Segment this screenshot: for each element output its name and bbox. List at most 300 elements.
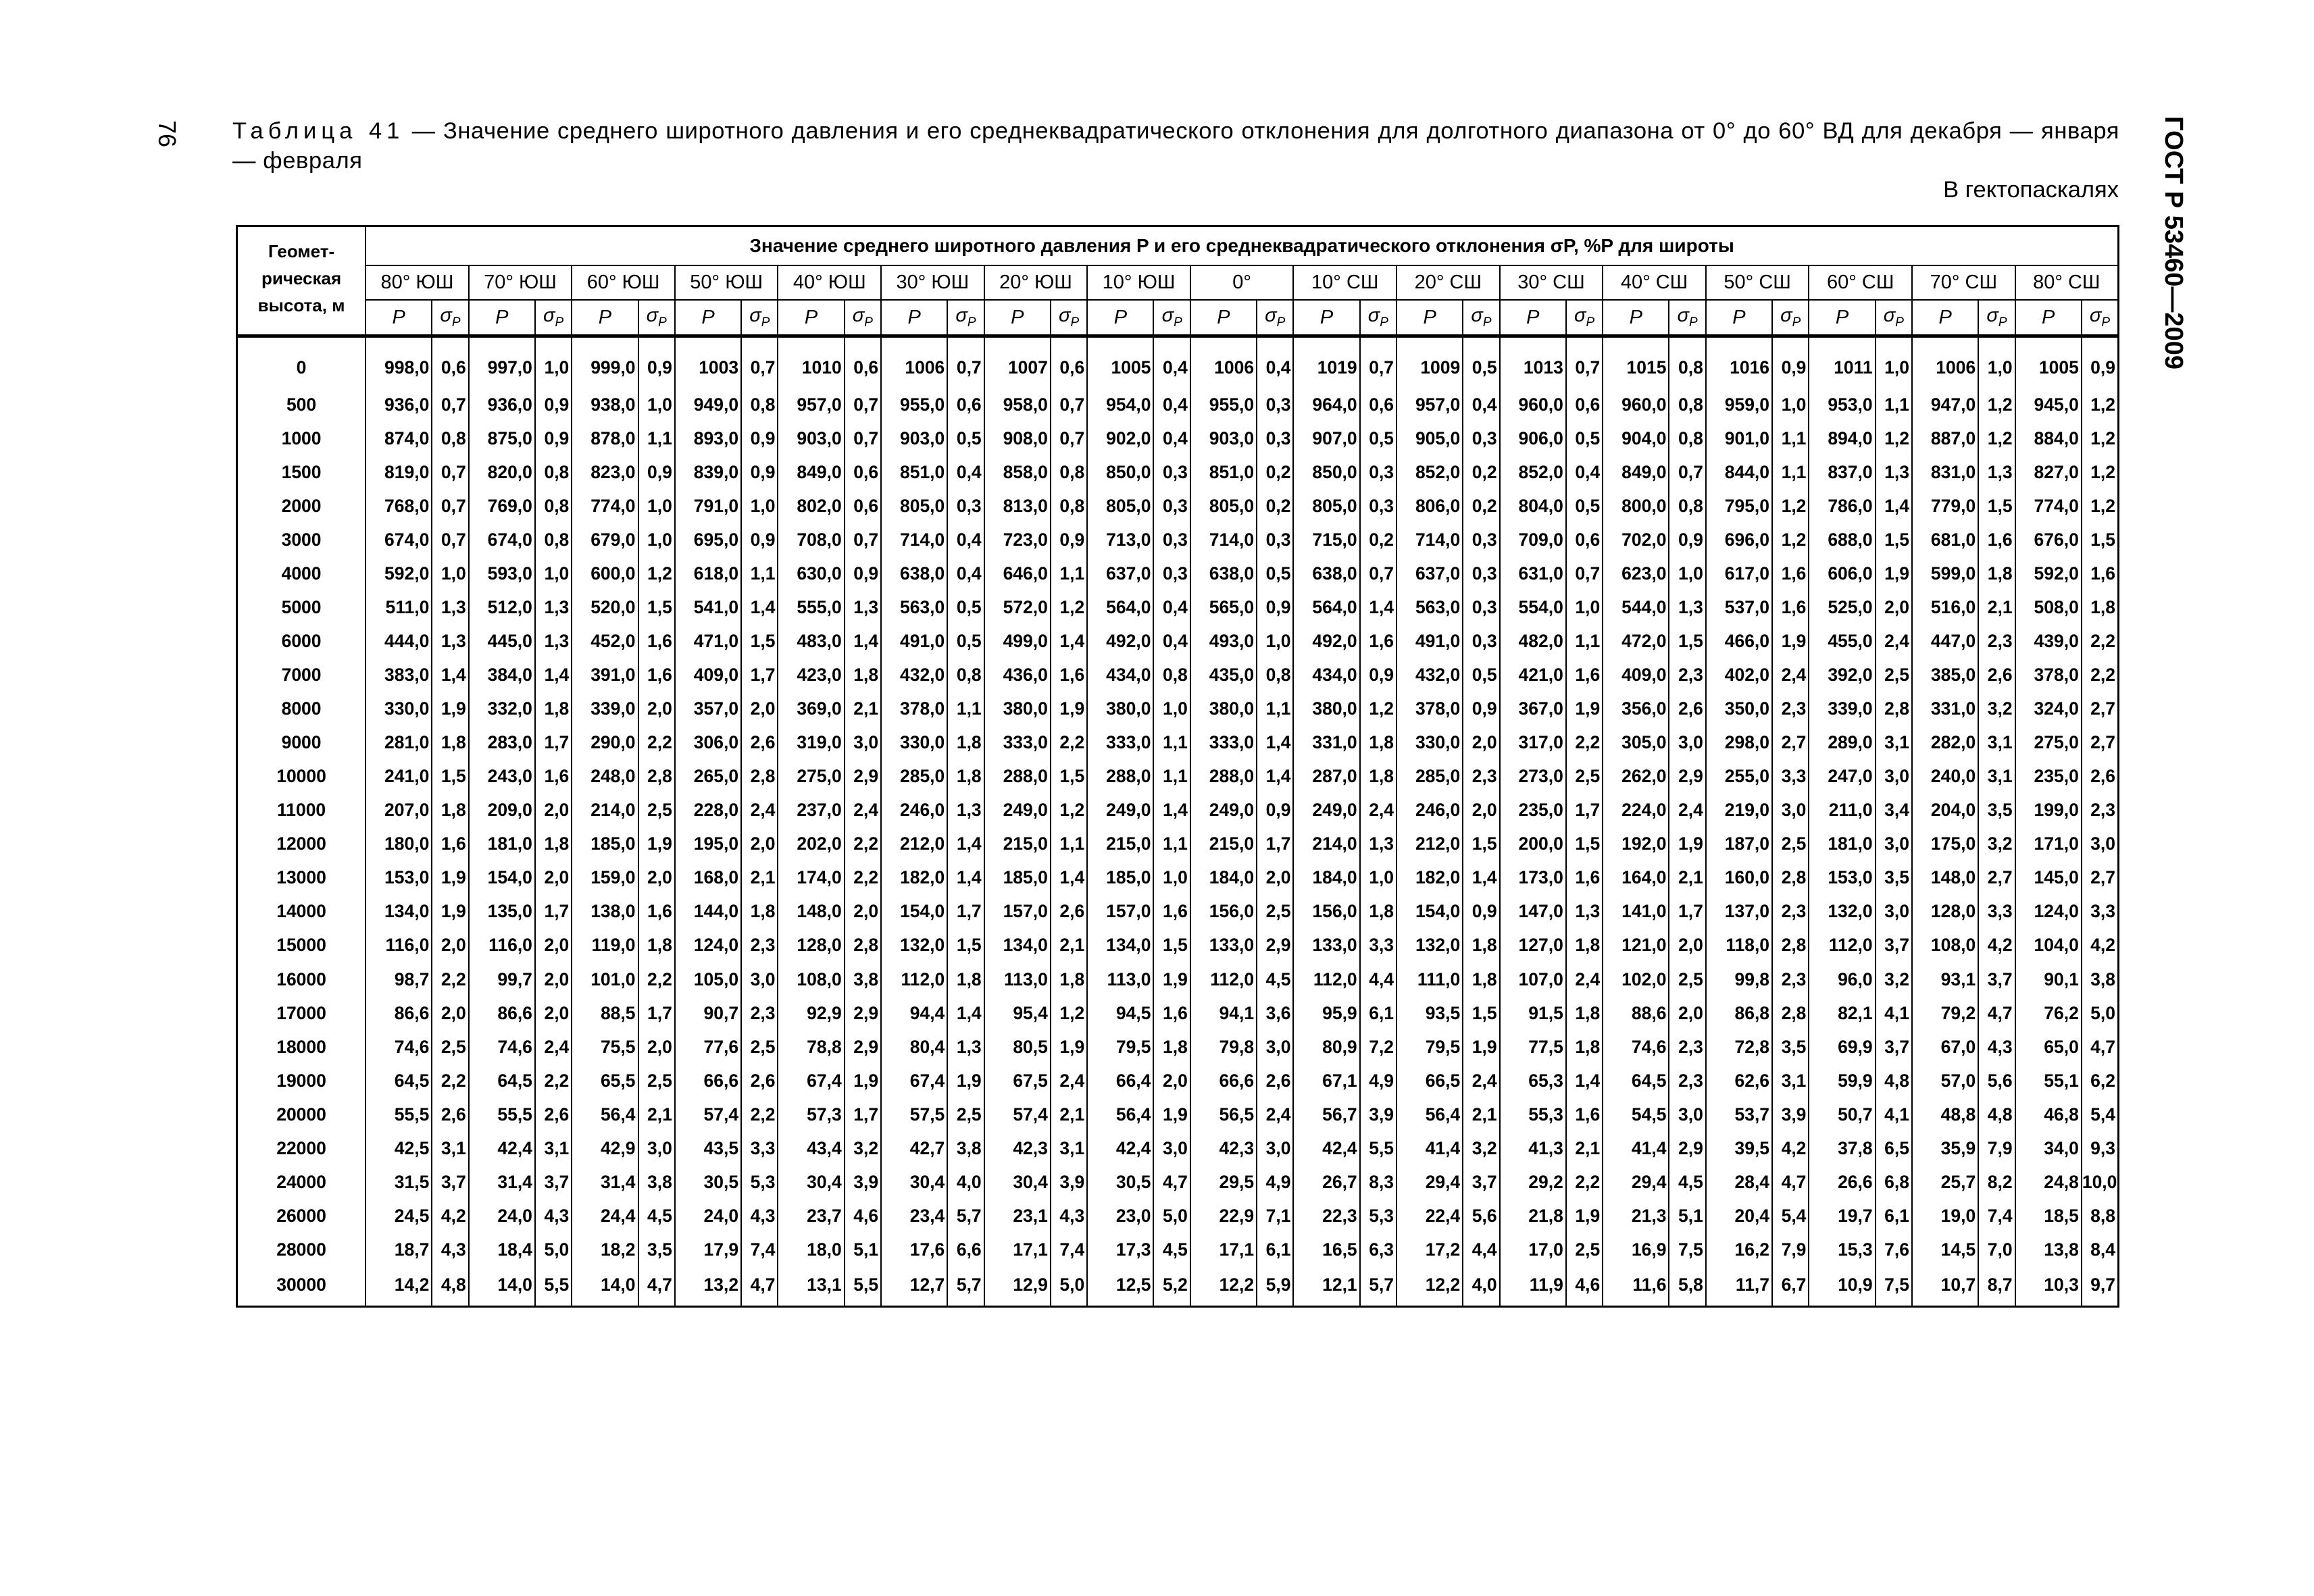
pressure-cell: 62,6 — [1706, 1064, 1772, 1098]
pressure-cell: 674,0 — [366, 523, 432, 557]
pressure-cell: 88,6 — [1603, 996, 1669, 1030]
sigma-cell: 2,2 — [638, 962, 675, 996]
pressure-cell: 850,0 — [1087, 455, 1153, 489]
sigma-cell: 4,8 — [432, 1266, 468, 1306]
pressure-cell: 112,0 — [1293, 962, 1359, 996]
pressure-cell: 906,0 — [1500, 421, 1566, 455]
sigma-cell: 2,7 — [1978, 861, 2015, 895]
sigma-cell: 2,0 — [1463, 794, 1499, 827]
pressure-header: P — [2015, 300, 2082, 336]
sigma-cell: 1,1 — [1153, 760, 1190, 794]
sigma-cell: 1,8 — [741, 895, 778, 929]
pressure-cell: 93,1 — [1912, 962, 1978, 996]
sigma-cell: 0,9 — [1772, 336, 1809, 388]
sigma-cell: 1,1 — [947, 692, 984, 726]
pressure-cell: 936,0 — [469, 388, 535, 421]
sigma-cell: 0,2 — [1257, 455, 1293, 489]
table-row — [237, 336, 2119, 388]
sigma-subscript: P — [1895, 315, 1904, 330]
sigma-header — [845, 300, 881, 336]
sigma-cell: 2,2 — [1051, 726, 1087, 760]
sigma-cell: 1,3 — [845, 590, 881, 624]
pressure-cell: 893,0 — [675, 421, 741, 455]
pressure-cell: 630,0 — [778, 557, 844, 590]
sigma-cell: 2,8 — [1772, 996, 1809, 1030]
pressure-cell: 907,0 — [1293, 421, 1359, 455]
pressure-cell: 339,0 — [1809, 692, 1875, 726]
sigma-subscript: P — [1174, 315, 1182, 330]
pressure-header: P — [1809, 300, 1875, 336]
pressure-cell: 572,0 — [984, 590, 1051, 624]
sigma-subscript: P — [451, 315, 461, 330]
latitude-group-header: Значение среднего широтного давления P и его среднеквадратического отклонения σP, %P для широты — [366, 226, 2118, 266]
sigma-cell: 3,3 — [1772, 760, 1809, 794]
sigma-cell: 0,6 — [1051, 336, 1087, 388]
sigma-cell: 6,8 — [1876, 1165, 1912, 1199]
pressure-cell: 21,8 — [1500, 1199, 1566, 1233]
pressure-cell: 955,0 — [1190, 388, 1257, 421]
pressure-cell: 135,0 — [469, 895, 535, 929]
latitude-header: 20° ЮШ — [984, 265, 1088, 300]
pressure-cell: 10,3 — [2015, 1266, 2082, 1306]
pressure-cell: 317,0 — [1500, 726, 1566, 760]
sigma-cell: 1,8 — [535, 827, 572, 861]
pressure-cell: 249,0 — [1190, 794, 1257, 827]
pressure-cell: 34,0 — [2015, 1131, 2082, 1165]
pressure-cell: 108,0 — [778, 962, 844, 996]
pressure-cell: 511,0 — [366, 590, 432, 624]
height-cell: 11000 — [237, 794, 366, 827]
sigma-cell: 2,6 — [1669, 692, 1705, 726]
pressure-cell: 173,0 — [1500, 861, 1566, 895]
pressure-cell: 887,0 — [1912, 421, 1978, 455]
pressure-cell: 202,0 — [778, 827, 844, 861]
sigma-cell: 2,4 — [1463, 1064, 1499, 1098]
pressure-cell: 333,0 — [1190, 726, 1257, 760]
pressure-cell: 108,0 — [1912, 929, 1978, 962]
pressure-cell: 16,2 — [1706, 1233, 1772, 1266]
pressure-cell: 332,0 — [469, 692, 535, 726]
sigma-cell: 3,5 — [638, 1233, 675, 1266]
pressure-cell: 285,0 — [881, 760, 947, 794]
pressure-cell: 56,4 — [1087, 1098, 1153, 1131]
sigma-cell: 2,3 — [1772, 895, 1809, 929]
sigma-cell: 1,0 — [1772, 388, 1809, 421]
pressure-cell: 599,0 — [1912, 557, 1978, 590]
pressure-cell: 67,1 — [1293, 1064, 1359, 1098]
pressure-cell: 1005 — [2015, 336, 2082, 388]
pressure-cell: 330,0 — [881, 726, 947, 760]
sigma-cell: 1,0 — [535, 557, 572, 590]
sigma-header — [1153, 300, 1190, 336]
pressure-cell: 367,0 — [1500, 692, 1566, 726]
latitude-header: 70° СШ — [1912, 265, 2015, 300]
pressure-cell: 10,7 — [1912, 1266, 1978, 1306]
pressure-cell: 113,0 — [1087, 962, 1153, 996]
pressure-cell: 851,0 — [1190, 455, 1257, 489]
sigma-cell: 6,1 — [1257, 1233, 1293, 1266]
sigma-cell: 5,3 — [741, 1165, 778, 1199]
sigma-cell: 3,0 — [1669, 1098, 1705, 1131]
pressure-cell: 679,0 — [572, 523, 638, 557]
height-cell: 19000 — [237, 1064, 366, 1098]
sigma-cell: 5,9 — [1257, 1266, 1293, 1306]
sigma-cell: 2,0 — [535, 996, 572, 1030]
pressure-cell: 894,0 — [1809, 421, 1875, 455]
pressure-cell: 273,0 — [1500, 760, 1566, 794]
sigma-cell: 1,4 — [947, 861, 984, 895]
pressure-cell: 432,0 — [1397, 659, 1463, 692]
pressure-cell: 14,0 — [469, 1266, 535, 1306]
pressure-cell: 874,0 — [366, 421, 432, 455]
sigma-cell: 3,1 — [432, 1131, 468, 1165]
pressure-cell: 491,0 — [1397, 625, 1463, 659]
pressure-cell: 281,0 — [366, 726, 432, 760]
sigma-cell: 2,5 — [1669, 962, 1705, 996]
sigma-cell: 1,9 — [1876, 557, 1912, 590]
pressure-cell: 516,0 — [1912, 590, 1978, 624]
pressure-cell: 695,0 — [675, 523, 741, 557]
sigma-cell: 3,4 — [1876, 794, 1912, 827]
pressure-cell: 24,5 — [366, 1199, 432, 1233]
pressure-cell: 80,5 — [984, 1030, 1051, 1064]
sigma-symbol: σ — [749, 305, 761, 327]
pressure-cell: 46,8 — [2015, 1098, 2082, 1131]
sigma-cell: 3,0 — [2082, 827, 2119, 861]
sigma-cell: 7,6 — [1876, 1233, 1912, 1266]
pressure-cell: 714,0 — [1190, 523, 1257, 557]
pressure-cell: 246,0 — [1397, 794, 1463, 827]
sigma-cell: 1,2 — [1051, 590, 1087, 624]
sigma-cell: 5,8 — [1669, 1266, 1705, 1306]
sigma-cell: 1,8 — [1566, 1030, 1603, 1064]
sigma-cell: 3,0 — [741, 962, 778, 996]
pressure-cell: 283,0 — [469, 726, 535, 760]
sigma-cell: 1,0 — [1257, 625, 1293, 659]
sigma-cell: 3,3 — [741, 1131, 778, 1165]
pressure-cell: 88,5 — [572, 996, 638, 1030]
pressure-cell: 957,0 — [778, 388, 844, 421]
sigma-cell: 0,3 — [1360, 489, 1397, 523]
sigma-cell: 4,6 — [1566, 1266, 1603, 1306]
sigma-cell: 1,8 — [1978, 557, 2015, 590]
pressure-cell: 17,9 — [675, 1233, 741, 1266]
pressure-cell: 18,2 — [572, 1233, 638, 1266]
sigma-subscript: P — [761, 315, 770, 330]
pressure-cell: 26,6 — [1809, 1165, 1875, 1199]
table-row — [237, 590, 2119, 624]
pressure-cell: 86,8 — [1706, 996, 1772, 1030]
sigma-cell: 2,3 — [1669, 1064, 1705, 1098]
pressure-cell: 119,0 — [572, 929, 638, 962]
sigma-cell: 7,4 — [741, 1233, 778, 1266]
sigma-cell: 5,5 — [1360, 1131, 1397, 1165]
sigma-cell: 1,8 — [432, 726, 468, 760]
sigma-cell: 1,2 — [1772, 523, 1809, 557]
pressure-cell: 185,0 — [1087, 861, 1153, 895]
sigma-cell: 5,1 — [1669, 1199, 1705, 1233]
pressure-cell: 41,4 — [1603, 1131, 1669, 1165]
sigma-cell: 3,8 — [2082, 962, 2119, 996]
pressure-cell: 12,9 — [984, 1266, 1051, 1306]
sigma-cell: 1,1 — [1051, 557, 1087, 590]
sigma-cell: 3,1 — [1051, 1131, 1087, 1165]
sigma-cell: 2,4 — [1876, 625, 1912, 659]
sigma-header — [741, 300, 778, 336]
sigma-cell: 1,3 — [947, 794, 984, 827]
sigma-cell: 1,0 — [432, 557, 468, 590]
sigma-subscript: P — [1380, 315, 1388, 330]
pressure-cell: 42,9 — [572, 1131, 638, 1165]
sigma-subscript: P — [1792, 315, 1801, 330]
sigma-cell: 3,2 — [1978, 827, 2015, 861]
sigma-cell: 2,3 — [1463, 760, 1499, 794]
sigma-cell: 0,4 — [947, 523, 984, 557]
sigma-cell: 4,5 — [638, 1199, 675, 1233]
sigma-cell: 2,2 — [2082, 625, 2119, 659]
sigma-symbol: σ — [646, 305, 659, 327]
sigma-cell: 4,7 — [1772, 1165, 1809, 1199]
sigma-cell: 2,1 — [1566, 1131, 1603, 1165]
sigma-cell: 3,5 — [1772, 1030, 1809, 1064]
pressure-cell: 23,0 — [1087, 1199, 1153, 1233]
pressure-cell: 57,0 — [1912, 1064, 1978, 1098]
table-row — [237, 861, 2119, 895]
sigma-cell: 2,9 — [845, 996, 881, 1030]
pressure-cell: 255,0 — [1706, 760, 1772, 794]
pressure-cell: 955,0 — [881, 388, 947, 421]
height-cell: 12000 — [237, 827, 366, 861]
sigma-cell: 0,9 — [638, 336, 675, 388]
pressure-cell: 118,0 — [1706, 929, 1772, 962]
pressure-cell: 902,0 — [1087, 421, 1153, 455]
sigma-cell: 2,3 — [1669, 1030, 1705, 1064]
sigma-cell: 1,4 — [535, 659, 572, 692]
sigma-cell: 5,7 — [947, 1266, 984, 1306]
height-cell: 30000 — [237, 1266, 366, 1306]
sigma-cell: 1,1 — [741, 557, 778, 590]
height-cell: 18000 — [237, 1030, 366, 1064]
pressure-cell: 184,0 — [1293, 861, 1359, 895]
pressure-cell: 181,0 — [1809, 827, 1875, 861]
sigma-cell: 4,8 — [1978, 1098, 2015, 1131]
height-cell: 17000 — [237, 996, 366, 1030]
pressure-cell: 74,6 — [366, 1030, 432, 1064]
pressure-cell: 192,0 — [1603, 827, 1669, 861]
pressure-cell: 184,0 — [1190, 861, 1257, 895]
sigma-cell: 9,3 — [2082, 1131, 2119, 1165]
pressure-cell: 306,0 — [675, 726, 741, 760]
sigma-cell: 2,0 — [535, 962, 572, 996]
pressure-cell: 79,2 — [1912, 996, 1978, 1030]
sigma-cell: 1,6 — [432, 827, 468, 861]
height-cell: 22000 — [237, 1131, 366, 1165]
sigma-cell: 2,8 — [741, 760, 778, 794]
pressure-cell: 112,0 — [881, 962, 947, 996]
sigma-cell: 2,0 — [1257, 861, 1293, 895]
sigma-cell: 8,7 — [1978, 1266, 2015, 1306]
pressure-cell: 12,1 — [1293, 1266, 1359, 1306]
pressure-cell: 141,0 — [1603, 895, 1669, 929]
table-row — [237, 996, 2119, 1030]
pressure-cell: 240,0 — [1912, 760, 1978, 794]
sigma-cell: 2,0 — [741, 692, 778, 726]
sigma-cell: 2,4 — [1257, 1098, 1293, 1131]
sigma-cell: 2,9 — [845, 760, 881, 794]
pressure-cell: 908,0 — [984, 421, 1051, 455]
sigma-header — [1051, 300, 1087, 336]
pressure-cell: 537,0 — [1706, 590, 1772, 624]
pressure-cell: 29,4 — [1603, 1165, 1669, 1199]
pressure-cell: 676,0 — [2015, 523, 2082, 557]
pressure-cell: 64,5 — [1603, 1064, 1669, 1098]
sigma-cell: 2,3 — [1772, 692, 1809, 726]
pressure-cell: 945,0 — [2015, 388, 2082, 421]
pressure-cell: 29,2 — [1500, 1165, 1566, 1199]
sigma-cell: 2,0 — [1463, 726, 1499, 760]
sigma-cell: 0,7 — [432, 523, 468, 557]
sigma-cell: 8,8 — [2082, 1199, 2119, 1233]
sigma-cell: 1,3 — [1360, 827, 1397, 861]
sigma-cell: 0,7 — [432, 489, 468, 523]
sigma-cell: 6,1 — [1360, 996, 1397, 1030]
pressure-cell: 949,0 — [675, 388, 741, 421]
sigma-cell: 5,2 — [1153, 1266, 1190, 1306]
sigma-cell: 0,5 — [947, 625, 984, 659]
pressure-cell: 134,0 — [366, 895, 432, 929]
sigma-cell: 0,4 — [1153, 388, 1190, 421]
sigma-cell: 1,5 — [1153, 929, 1190, 962]
pressure-cell: 235,0 — [2015, 760, 2082, 794]
latitude-header: 20° СШ — [1397, 265, 1500, 300]
sigma-cell: 4,7 — [1978, 996, 2015, 1030]
pressure-cell: 21,3 — [1603, 1199, 1669, 1233]
pressure-cell: 14,5 — [1912, 1233, 1978, 1266]
pressure-cell: 54,5 — [1603, 1098, 1669, 1131]
sigma-cell: 2,6 — [1257, 1064, 1293, 1098]
sigma-cell: 1,1 — [1257, 692, 1293, 726]
pressure-cell: 75,5 — [572, 1030, 638, 1064]
pressure-cell: 953,0 — [1809, 388, 1875, 421]
latitude-header: 10° СШ — [1293, 265, 1397, 300]
sigma-cell: 0,7 — [432, 388, 468, 421]
sigma-cell: 1,6 — [535, 760, 572, 794]
pressure-cell: 774,0 — [2015, 489, 2082, 523]
sigma-cell: 0,9 — [741, 455, 778, 489]
sigma-cell: 0,8 — [535, 489, 572, 523]
sigma-cell: 0,3 — [1153, 523, 1190, 557]
pressure-cell: 248,0 — [572, 760, 638, 794]
pressure-cell: 67,4 — [881, 1064, 947, 1098]
pressure-header: P — [1397, 300, 1463, 336]
pressure-cell: 215,0 — [984, 827, 1051, 861]
sigma-cell: 0,6 — [845, 489, 881, 523]
sigma-cell: 3,8 — [947, 1131, 984, 1165]
sigma-cell: 0,5 — [947, 421, 984, 455]
sigma-cell: 1,0 — [535, 336, 572, 388]
pressure-cell: 806,0 — [1397, 489, 1463, 523]
sigma-cell: 1,6 — [638, 625, 675, 659]
pressure-cell: 858,0 — [984, 455, 1051, 489]
height-cell: 8000 — [237, 692, 366, 726]
sigma-cell: 0,5 — [1360, 421, 1397, 455]
pressure-cell: 124,0 — [675, 929, 741, 962]
pressure-cell: 105,0 — [675, 962, 741, 996]
sigma-cell: 2,9 — [845, 1030, 881, 1064]
pressure-cell: 86,6 — [469, 996, 535, 1030]
sigma-cell: 0,8 — [1669, 336, 1705, 388]
pressure-cell: 15,3 — [1809, 1233, 1875, 1266]
sigma-cell: 2,2 — [845, 827, 881, 861]
sigma-cell: 2,0 — [1669, 929, 1705, 962]
units-note: В гектопаскалях — [1943, 177, 2119, 203]
sigma-cell: 1,8 — [845, 659, 881, 692]
latitude-header: 40° ЮШ — [778, 265, 881, 300]
pressure-cell: 93,5 — [1397, 996, 1463, 1030]
pressure-cell: 174,0 — [778, 861, 844, 895]
sigma-cell: 1,8 — [947, 760, 984, 794]
pressure-cell: 369,0 — [778, 692, 844, 726]
pressure-cell: 1006 — [881, 336, 947, 388]
sigma-cell: 1,9 — [432, 861, 468, 895]
pressure-cell: 74,6 — [1603, 1030, 1669, 1064]
table-row — [237, 1233, 2119, 1266]
pressure-cell: 134,0 — [984, 929, 1051, 962]
pressure-cell: 107,0 — [1500, 962, 1566, 996]
sigma-cell: 2,2 — [741, 1098, 778, 1131]
pressure-cell: 11,7 — [1706, 1266, 1772, 1306]
pressure-cell: 638,0 — [881, 557, 947, 590]
pressure-cell: 55,5 — [469, 1098, 535, 1131]
sigma-cell: 1,6 — [1978, 523, 2015, 557]
pressure-cell: 1006 — [1190, 336, 1257, 388]
sigma-cell: 1,9 — [1566, 1199, 1603, 1233]
latitude-header: 80° СШ — [2015, 265, 2119, 300]
pressure-cell: 18,5 — [2015, 1199, 2082, 1233]
sigma-header — [1669, 300, 1705, 336]
pressure-cell: 30,4 — [984, 1165, 1051, 1199]
pressure-cell: 421,0 — [1500, 659, 1566, 692]
sigma-cell: 0,8 — [1257, 659, 1293, 692]
sigma-subscript: P — [555, 315, 564, 330]
sigma-cell: 2,0 — [1876, 590, 1912, 624]
pressure-header: P — [572, 300, 638, 336]
height-cell: 4000 — [237, 557, 366, 590]
pressure-cell: 331,0 — [1912, 692, 1978, 726]
pressure-cell: 212,0 — [1397, 827, 1463, 861]
sigma-header — [535, 300, 572, 336]
pressure-cell: 938,0 — [572, 388, 638, 421]
pressure-cell: 17,1 — [1190, 1233, 1257, 1266]
pressure-cell: 90,1 — [2015, 962, 2082, 996]
sigma-cell: 0,3 — [1463, 523, 1499, 557]
sigma-cell: 4,5 — [1153, 1233, 1190, 1266]
pressure-cell: 64,5 — [469, 1064, 535, 1098]
sigma-cell: 0,9 — [1051, 523, 1087, 557]
pressure-cell: 905,0 — [1397, 421, 1463, 455]
sigma-cell: 2,1 — [845, 692, 881, 726]
pressure-header: P — [1500, 300, 1566, 336]
sigma-cell: 3,1 — [1772, 1064, 1809, 1098]
pressure-cell: 444,0 — [366, 625, 432, 659]
sigma-cell: 2,3 — [741, 996, 778, 1030]
pressure-cell: 1003 — [675, 336, 741, 388]
pressure-cell: 154,0 — [469, 861, 535, 895]
pressure-cell: 18,0 — [778, 1233, 844, 1266]
sigma-cell: 1,0 — [638, 388, 675, 421]
sigma-subscript: P — [2101, 315, 2110, 330]
sigma-cell: 0,9 — [1463, 692, 1499, 726]
